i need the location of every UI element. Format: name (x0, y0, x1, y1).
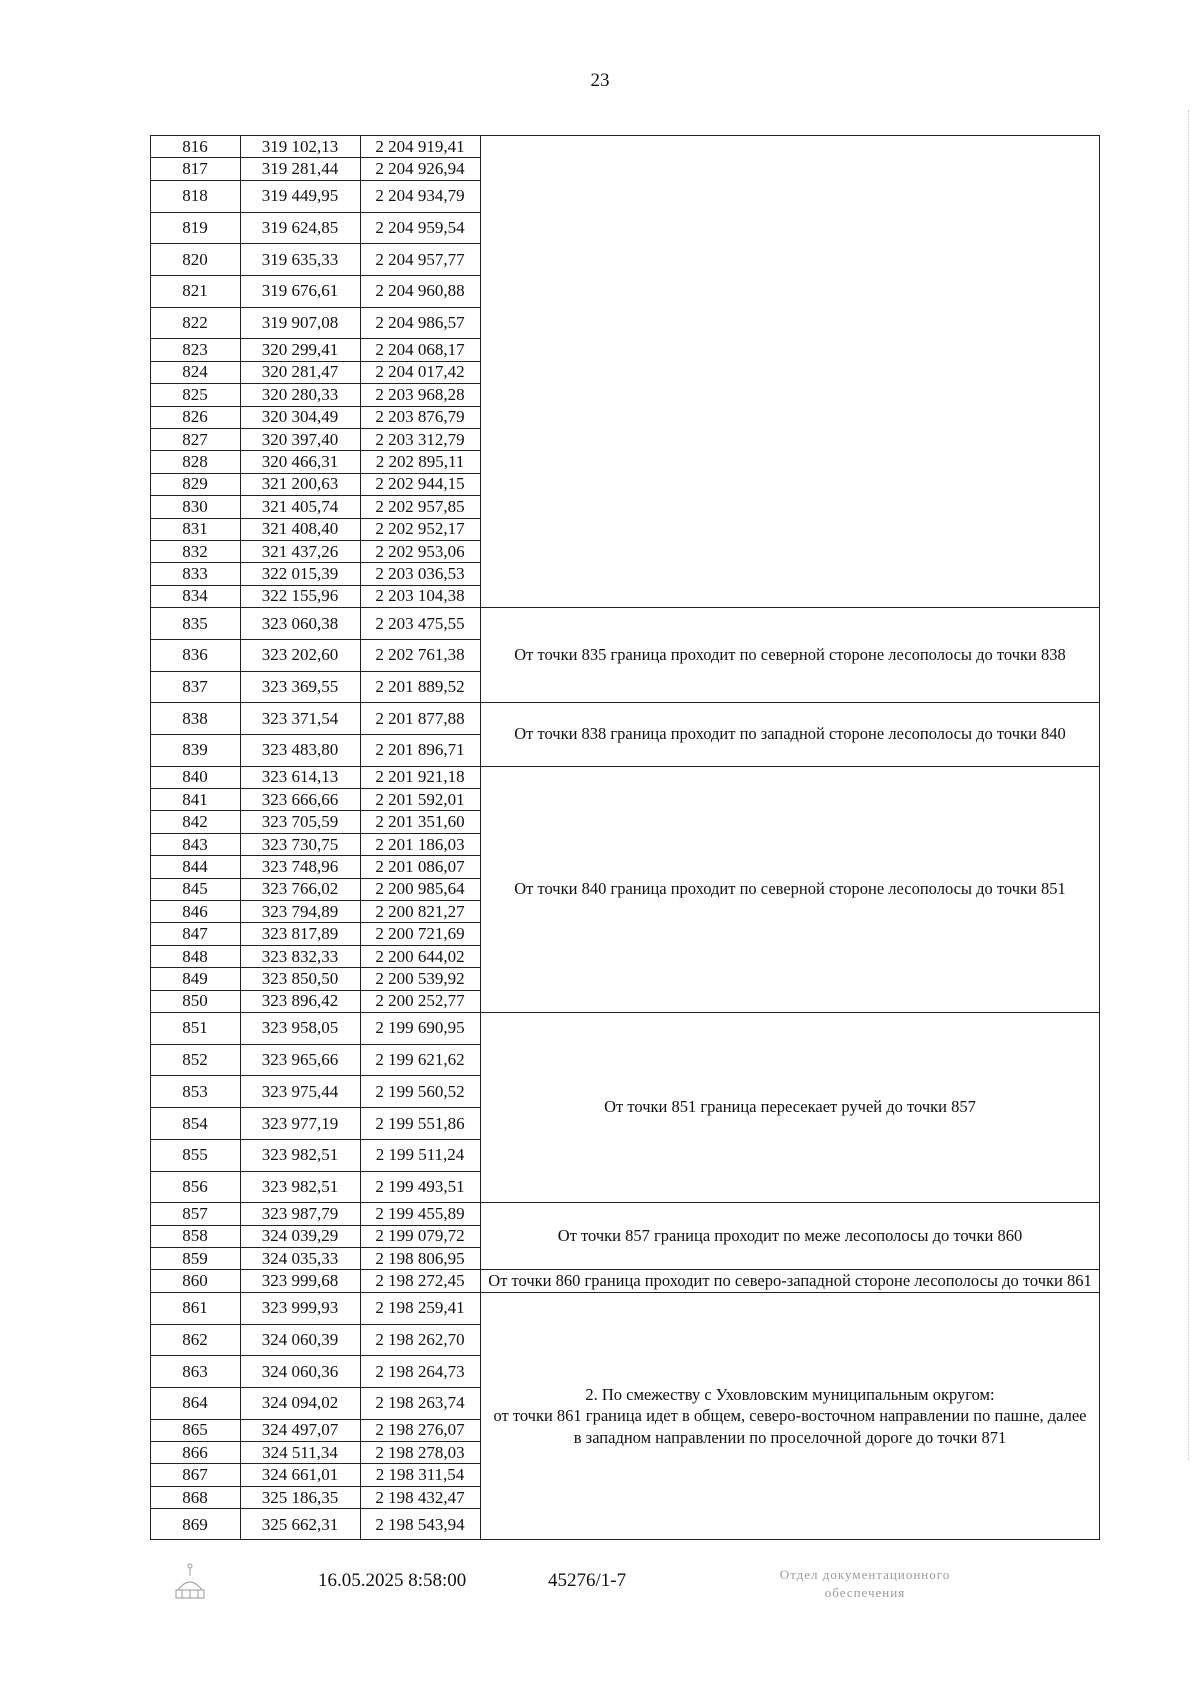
point-number: 830 (182, 496, 208, 516)
coordinate-x: 321 408,40 (261, 519, 339, 539)
stamp-line-2: обеспечения (824, 1584, 906, 1600)
boundary-description (480, 766, 1100, 1012)
coordinate-x: 323 369,55 (261, 676, 339, 696)
point-number: 864 (182, 1393, 208, 1413)
coordinate-x: 323 794,89 (261, 901, 339, 921)
coordinate-x: 324 060,39 (261, 1329, 339, 1349)
boundary-description-text: От точки 835 граница проходит по северной стороне лесополосы до точки 838 (514, 644, 1066, 664)
point-number: 862 (182, 1329, 208, 1349)
point-number: 858 (182, 1226, 208, 1246)
coordinate-x: 320 304,49 (261, 407, 339, 427)
coordinate-y: 2 204 986,57 (375, 312, 465, 332)
point-number: 868 (182, 1487, 208, 1507)
coordinate-x: 320 397,40 (261, 429, 339, 449)
boundary-description (480, 135, 1100, 607)
coordinate-y: 2 199 621,62 (375, 1050, 465, 1070)
coordinate-x: 323 977,19 (261, 1113, 339, 1133)
boundary-description (480, 1269, 1100, 1291)
coordinate-x: 324 035,33 (261, 1248, 339, 1268)
coordinate-y: 2 203 104,38 (375, 586, 465, 606)
coordinate-x: 321 437,26 (261, 541, 339, 561)
point-number: 841 (182, 789, 208, 809)
coordinate-x: 321 405,74 (261, 496, 339, 516)
point-number: 846 (182, 901, 208, 921)
coordinate-y: 2 199 690,95 (375, 1018, 465, 1038)
boundary-description-text: От точки 857 граница проходит по меже лесополосы до точки 860 (557, 1226, 1023, 1246)
coordinate-y: 2 202 952,17 (375, 519, 465, 539)
coordinate-y: 2 201 086,07 (375, 856, 465, 876)
coordinate-x: 319 676,61 (261, 281, 339, 301)
coordinate-y: 2 201 351,60 (375, 812, 465, 832)
coordinate-x: 324 039,29 (261, 1226, 339, 1246)
boundary-description (480, 607, 1100, 702)
coordinate-y: 2 200 721,69 (375, 924, 465, 944)
coordinate-x: 323 982,51 (261, 1145, 339, 1165)
footer-date: 16.05.2025 8:58:00 (318, 1570, 467, 1591)
coordinate-x: 324 511,34 (262, 1442, 338, 1462)
coordinate-x: 323 975,44 (261, 1081, 339, 1101)
coordinate-y: 2 198 263,74 (375, 1393, 465, 1413)
coordinate-x: 323 766,02 (261, 879, 339, 899)
coordinate-x: 323 999,93 (261, 1298, 339, 1318)
coordinate-y: 2 203 475,55 (375, 613, 465, 633)
coordinate-y: 2 199 560,52 (375, 1081, 465, 1101)
coordinate-x: 323 060,38 (261, 613, 339, 633)
coordinate-x: 323 202,60 (261, 645, 339, 665)
coordinate-x: 323 999,68 (261, 1271, 339, 1291)
point-number: 852 (182, 1050, 208, 1070)
coordinate-y: 2 203 312,79 (375, 429, 465, 449)
point-number: 842 (182, 812, 208, 832)
coordinate-y: 2 204 926,94 (375, 159, 465, 179)
coordinate-y: 2 199 511,24 (375, 1145, 465, 1165)
point-number: 828 (182, 452, 208, 471)
point-number: 851 (182, 1018, 208, 1038)
coordinate-x: 323 730,75 (261, 834, 339, 854)
point-number: 837 (182, 676, 208, 696)
point-number: 817 (182, 159, 208, 179)
boundary-description (480, 1292, 1100, 1540)
point-number: 839 (182, 740, 208, 760)
coordinate-y: 2 198 806,95 (375, 1248, 465, 1268)
coordinate-y: 2 198 262,70 (375, 1329, 465, 1349)
coordinate-x: 324 094,02 (261, 1393, 339, 1413)
coordinate-x: 323 958,05 (261, 1018, 339, 1038)
coordinate-y: 2 203 876,79 (375, 407, 465, 427)
point-number: 834 (182, 586, 208, 606)
point-number: 844 (182, 856, 208, 876)
point-number: 840 (182, 767, 208, 787)
coordinate-y: 2 201 592,01 (375, 789, 465, 809)
point-number: 853 (182, 1081, 208, 1101)
point-number: 854 (182, 1113, 208, 1133)
footer-document-code: 45276/1-7 (548, 1570, 627, 1591)
point-number: 835 (182, 613, 208, 633)
coordinate-y: 2 198 311,54 (375, 1465, 465, 1485)
coordinate-y: 2 198 264,73 (375, 1361, 465, 1381)
coordinate-x: 322 155,96 (261, 586, 339, 606)
logo-icon (170, 1560, 210, 1604)
point-number: 836 (182, 645, 208, 665)
coordinate-y: 2 204 017,42 (375, 362, 465, 382)
department-stamp (720, 1566, 1010, 1601)
point-number: 857 (182, 1203, 208, 1223)
coordinate-x: 323 483,80 (261, 740, 339, 760)
coordinate-y: 2 200 985,64 (375, 879, 465, 899)
point-number: 821 (182, 281, 208, 301)
coordinate-x: 319 635,33 (261, 249, 339, 269)
point-number: 847 (182, 924, 208, 944)
page-number: 23 (590, 70, 610, 91)
coordinate-y: 2 201 877,88 (375, 708, 465, 728)
point-number: 823 (182, 339, 208, 359)
coordinate-x: 324 060,36 (261, 1361, 339, 1381)
point-number: 848 (182, 946, 208, 966)
coordinate-x: 323 817,89 (261, 924, 339, 944)
coordinate-x: 323 748,96 (261, 856, 339, 876)
coordinate-y: 2 202 944,15 (375, 474, 465, 494)
coordinate-x: 324 497,07 (261, 1420, 339, 1440)
coordinate-x: 320 280,33 (261, 384, 339, 404)
point-number: 833 (182, 564, 208, 584)
coordinate-y: 2 198 543,94 (375, 1514, 465, 1534)
coordinate-x: 323 666,66 (261, 789, 339, 809)
coordinate-y: 2 204 068,17 (375, 339, 465, 359)
coordinate-y: 2 199 079,72 (375, 1226, 465, 1246)
coordinate-y: 2 201 889,52 (375, 676, 465, 696)
coordinate-y: 2 204 934,79 (375, 186, 465, 206)
point-number: 865 (182, 1420, 208, 1440)
point-number: 838 (182, 708, 208, 728)
coordinate-x: 320 281,47 (261, 362, 339, 382)
coordinate-y: 2 202 761,38 (375, 645, 465, 665)
coordinate-x: 319 624,85 (261, 217, 339, 237)
coordinate-x: 323 965,66 (261, 1050, 339, 1070)
coordinate-x: 325 662,31 (261, 1514, 339, 1534)
coordinate-x: 323 850,50 (261, 968, 339, 988)
coordinate-x: 319 102,13 (261, 136, 339, 156)
coordinate-x: 323 982,51 (261, 1176, 339, 1196)
point-number: 826 (182, 407, 208, 427)
coordinate-y: 2 198 276,07 (375, 1420, 465, 1440)
point-number: 843 (182, 834, 208, 854)
boundary-description-text: 2. По смежеству с Уховловским муниципальным округом: от точки 861 граница идет в общем, северо-восточном направлении по пашне, далее в западном направлении по проселочной дороге до точки 871 (493, 1384, 1087, 1447)
coordinate-y: 2 200 821,27 (375, 901, 465, 921)
coordinate-x: 320 466,31 (261, 452, 339, 471)
point-number: 816 (182, 136, 208, 156)
point-number: 824 (182, 362, 208, 382)
coordinate-y: 2 201 186,03 (375, 834, 465, 854)
point-number: 825 (182, 384, 208, 404)
coordinate-y: 2 204 959,54 (375, 217, 465, 237)
point-number: 845 (182, 879, 208, 899)
point-number: 859 (182, 1248, 208, 1268)
coordinate-x: 319 281,44 (261, 159, 339, 179)
coordinate-x: 323 832,33 (261, 946, 339, 966)
coordinate-x: 324 661,01 (261, 1465, 339, 1485)
boundary-description (480, 702, 1100, 765)
point-number: 827 (182, 429, 208, 449)
coordinate-y: 2 199 493,51 (375, 1176, 465, 1196)
boundary-description-text: От точки 838 граница проходит по западной стороне лесополосы до точки 840 (514, 724, 1066, 744)
coordinate-x: 323 614,13 (261, 767, 339, 787)
coordinate-y: 2 200 539,92 (375, 968, 465, 988)
coordinate-x: 321 200,63 (261, 474, 339, 494)
point-number: 861 (182, 1298, 208, 1318)
coordinate-x: 319 449,95 (261, 186, 339, 206)
point-number: 866 (182, 1442, 208, 1462)
point-number: 822 (182, 312, 208, 332)
point-number: 829 (182, 474, 208, 494)
coordinate-y: 2 202 957,85 (375, 496, 465, 516)
coordinate-y: 2 203 036,53 (375, 564, 465, 584)
point-number: 856 (182, 1176, 208, 1196)
coordinate-y: 2 199 455,89 (375, 1203, 465, 1223)
coordinate-y: 2 201 896,71 (375, 740, 465, 760)
point-number: 820 (182, 249, 208, 269)
point-number: 819 (182, 217, 208, 237)
point-number: 831 (182, 519, 208, 539)
coordinate-y: 2 204 957,77 (375, 249, 465, 269)
coordinate-x: 323 896,42 (261, 991, 339, 1011)
coordinates-table (150, 135, 1100, 1540)
point-number: 867 (182, 1465, 208, 1485)
coordinate-y: 2 198 272,45 (375, 1271, 465, 1291)
coordinate-y: 2 204 919,41 (375, 136, 465, 156)
coordinate-x: 325 186,35 (261, 1487, 339, 1507)
coordinate-y: 2 198 278,03 (375, 1442, 465, 1462)
point-number: 869 (182, 1514, 208, 1534)
coordinate-x: 323 371,54 (261, 708, 339, 728)
coordinate-y: 2 200 252,77 (375, 991, 465, 1011)
boundary-description (480, 1012, 1100, 1202)
stamp-line-1: Отдел документационного (779, 1567, 951, 1582)
coordinate-y: 2 202 953,06 (375, 541, 465, 561)
point-number: 860 (182, 1271, 208, 1291)
coordinate-y: 2 204 960,88 (375, 281, 465, 301)
coordinate-x: 323 987,79 (261, 1203, 339, 1223)
coordinate-y: 2 201 921,18 (375, 767, 465, 787)
point-number: 849 (182, 968, 208, 988)
coordinate-x: 323 705,59 (261, 812, 339, 832)
coordinate-y: 2 200 644,02 (375, 946, 465, 966)
boundary-description-text: От точки 860 граница проходит по северо-западной стороне лесополосы до точки 861 (488, 1270, 1092, 1290)
boundary-description-text: От точки 840 граница проходит по северной стороне лесополосы до точки 851 (514, 879, 1066, 899)
point-number: 850 (182, 991, 208, 1011)
coordinate-y: 2 198 259,41 (375, 1298, 465, 1318)
coordinate-y: 2 202 895,11 (375, 452, 465, 471)
point-number: 855 (182, 1145, 208, 1165)
coordinate-x: 319 907,08 (261, 312, 339, 332)
margin-mark (1188, 110, 1190, 1460)
boundary-description (480, 1202, 1100, 1269)
point-number: 818 (182, 186, 208, 206)
boundary-description-text: От точки 851 граница пересекает ручей до точки 857 (604, 1097, 976, 1117)
coordinate-y: 2 198 432,47 (375, 1487, 465, 1507)
coordinate-x: 320 299,41 (261, 339, 339, 359)
coordinate-y: 2 203 968,28 (375, 384, 465, 404)
point-number: 832 (182, 541, 208, 561)
point-number: 863 (182, 1361, 208, 1381)
coordinate-x: 322 015,39 (261, 564, 339, 584)
coordinate-y: 2 199 551,86 (375, 1113, 465, 1133)
